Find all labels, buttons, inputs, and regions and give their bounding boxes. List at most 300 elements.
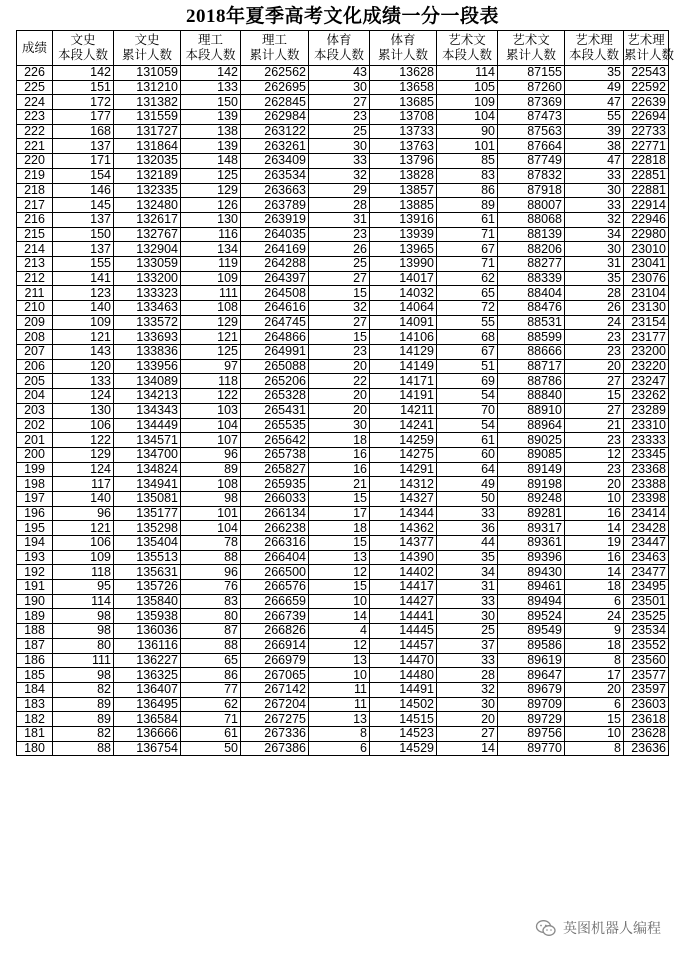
count-cell: 12 [309, 638, 370, 653]
table-row [17, 301, 669, 316]
count-cell: 13885 [370, 198, 437, 213]
count-cell: 120 [53, 359, 114, 374]
score-cell: 224 [17, 95, 53, 110]
count-cell: 132035 [114, 154, 181, 169]
count-cell: 14362 [370, 521, 437, 536]
count-cell: 32 [565, 212, 624, 227]
count-cell: 23 [565, 433, 624, 448]
table-row [17, 95, 669, 110]
count-cell: 130 [53, 403, 114, 418]
count-cell: 137 [53, 212, 114, 227]
count-cell: 61 [437, 433, 498, 448]
count-cell: 266404 [241, 550, 309, 565]
count-cell: 88786 [498, 374, 565, 389]
count-cell: 136754 [114, 741, 181, 756]
count-cell: 148 [181, 154, 241, 169]
count-cell: 267336 [241, 726, 309, 741]
count-cell: 122 [53, 433, 114, 448]
count-cell: 43 [309, 66, 370, 81]
count-cell: 108 [181, 477, 241, 492]
score-cell: 201 [17, 433, 53, 448]
count-cell: 129 [181, 315, 241, 330]
column-header-4 [241, 31, 309, 66]
count-cell: 88277 [498, 256, 565, 271]
count-cell: 80 [53, 638, 114, 653]
count-cell: 28 [565, 286, 624, 301]
count-cell: 135513 [114, 550, 181, 565]
count-cell: 104 [437, 110, 498, 125]
count-cell: 11 [309, 697, 370, 712]
count-cell: 131059 [114, 66, 181, 81]
score-cell: 217 [17, 198, 53, 213]
count-cell: 23414 [624, 506, 669, 521]
count-cell: 14 [565, 565, 624, 580]
count-cell: 264508 [241, 286, 309, 301]
count-cell: 135177 [114, 506, 181, 521]
count-cell: 65 [181, 653, 241, 668]
count-cell: 23289 [624, 403, 669, 418]
count-cell: 132189 [114, 168, 181, 183]
score-cell: 216 [17, 212, 53, 227]
count-cell: 177 [53, 110, 114, 125]
count-cell: 88139 [498, 227, 565, 242]
count-cell: 23076 [624, 271, 669, 286]
count-cell: 151 [53, 80, 114, 95]
count-cell: 168 [53, 124, 114, 139]
count-cell: 11 [309, 682, 370, 697]
count-cell: 89586 [498, 638, 565, 653]
count-cell: 30 [437, 609, 498, 624]
count-cell: 142 [53, 66, 114, 81]
score-cell: 182 [17, 712, 53, 727]
count-cell: 131864 [114, 139, 181, 154]
count-cell: 77 [181, 682, 241, 697]
count-cell: 109 [181, 271, 241, 286]
table-row [17, 271, 669, 286]
count-cell: 106 [53, 418, 114, 433]
count-cell: 20 [309, 403, 370, 418]
count-cell: 62 [181, 697, 241, 712]
column-header-5 [309, 31, 370, 66]
score-cell: 188 [17, 624, 53, 639]
count-cell: 15 [309, 286, 370, 301]
count-cell: 23 [309, 110, 370, 125]
count-cell: 68 [437, 330, 498, 345]
count-cell: 19 [565, 536, 624, 551]
column-header-0 [17, 31, 53, 66]
count-cell: 133956 [114, 359, 181, 374]
count-cell: 132904 [114, 242, 181, 257]
count-cell: 105 [437, 80, 498, 95]
count-cell: 23200 [624, 345, 669, 360]
score-cell: 191 [17, 580, 53, 595]
count-cell: 23628 [624, 726, 669, 741]
count-cell: 32 [437, 682, 498, 697]
count-cell: 44 [437, 536, 498, 551]
count-cell: 14312 [370, 477, 437, 492]
count-cell: 31 [437, 580, 498, 595]
count-cell: 23 [565, 330, 624, 345]
count-cell: 62 [437, 271, 498, 286]
count-cell: 10 [565, 726, 624, 741]
count-cell: 15 [565, 712, 624, 727]
count-cell: 14515 [370, 712, 437, 727]
count-cell: 16 [565, 550, 624, 565]
count-cell: 106 [53, 536, 114, 551]
count-cell: 262845 [241, 95, 309, 110]
count-cell: 10 [309, 594, 370, 609]
table-row [17, 330, 669, 345]
count-cell: 88 [181, 638, 241, 653]
count-cell: 67 [437, 345, 498, 360]
count-cell: 72 [437, 301, 498, 316]
score-cell: 181 [17, 726, 53, 741]
score-cell: 226 [17, 66, 53, 81]
table-row [17, 609, 669, 624]
count-cell: 20 [309, 359, 370, 374]
count-cell: 35 [437, 550, 498, 565]
table-row [17, 653, 669, 668]
table-row [17, 447, 669, 462]
count-cell: 15 [309, 580, 370, 595]
score-cell: 221 [17, 139, 53, 154]
count-cell: 266739 [241, 609, 309, 624]
count-cell: 88531 [498, 315, 565, 330]
count-cell: 263789 [241, 198, 309, 213]
count-cell: 14417 [370, 580, 437, 595]
score-cell: 202 [17, 418, 53, 433]
count-cell: 83 [437, 168, 498, 183]
count-cell: 34 [437, 565, 498, 580]
column-header-line: 文史 [70, 33, 96, 47]
count-cell: 87155 [498, 66, 565, 81]
table-row [17, 521, 669, 536]
count-cell: 97 [181, 359, 241, 374]
count-cell: 101 [437, 139, 498, 154]
count-cell: 14064 [370, 301, 437, 316]
count-cell: 14502 [370, 697, 437, 712]
count-cell: 96 [181, 565, 241, 580]
column-header-7 [437, 31, 498, 66]
count-cell: 266914 [241, 638, 309, 653]
count-cell: 20 [309, 389, 370, 404]
count-cell: 14032 [370, 286, 437, 301]
table-row [17, 168, 669, 183]
count-cell: 133693 [114, 330, 181, 345]
count-cell: 89281 [498, 506, 565, 521]
column-header-line: 体育 [326, 33, 352, 47]
count-cell: 111 [181, 286, 241, 301]
count-cell: 4 [309, 624, 370, 639]
table-row [17, 183, 669, 198]
count-cell: 133200 [114, 271, 181, 286]
count-cell: 14 [565, 521, 624, 536]
count-cell: 87664 [498, 139, 565, 154]
count-cell: 13628 [370, 66, 437, 81]
table-row [17, 212, 669, 227]
count-cell: 27 [437, 726, 498, 741]
count-cell: 14445 [370, 624, 437, 639]
table-row [17, 491, 669, 506]
count-cell: 89709 [498, 697, 565, 712]
count-cell: 6 [565, 594, 624, 609]
column-header-line: 累计人数 [377, 48, 428, 62]
count-cell: 18 [309, 521, 370, 536]
count-cell: 22543 [624, 66, 669, 81]
column-header-line: 本段人数 [568, 48, 619, 62]
column-header-8 [498, 31, 565, 66]
count-cell: 89 [181, 462, 241, 477]
table-row [17, 124, 669, 139]
count-cell: 267204 [241, 697, 309, 712]
count-cell: 134824 [114, 462, 181, 477]
count-cell: 47 [565, 154, 624, 169]
count-cell: 265827 [241, 462, 309, 477]
count-cell: 23388 [624, 477, 669, 492]
count-cell: 14191 [370, 389, 437, 404]
count-cell: 139 [181, 110, 241, 125]
column-header-line: 理工 [197, 33, 223, 47]
count-cell: 55 [565, 110, 624, 125]
count-cell: 96 [181, 447, 241, 462]
count-cell: 88339 [498, 271, 565, 286]
count-cell: 25 [309, 124, 370, 139]
count-cell: 13 [309, 550, 370, 565]
count-cell: 87369 [498, 95, 565, 110]
count-cell: 23310 [624, 418, 669, 433]
table-row [17, 594, 669, 609]
table-row [17, 565, 669, 580]
count-cell: 14171 [370, 374, 437, 389]
count-cell: 266134 [241, 506, 309, 521]
count-cell: 23603 [624, 697, 669, 712]
score-cell: 219 [17, 168, 53, 183]
count-cell: 263663 [241, 183, 309, 198]
count-cell: 265088 [241, 359, 309, 374]
column-header-line: 体育 [390, 33, 416, 47]
table-row [17, 668, 669, 683]
count-cell: 33 [565, 198, 624, 213]
count-cell: 136407 [114, 682, 181, 697]
count-cell: 18 [565, 638, 624, 653]
score-cell: 190 [17, 594, 53, 609]
count-cell: 135081 [114, 491, 181, 506]
count-cell: 116 [181, 227, 241, 242]
count-cell: 12 [309, 565, 370, 580]
count-cell: 13939 [370, 227, 437, 242]
score-cell: 194 [17, 536, 53, 551]
count-cell: 136116 [114, 638, 181, 653]
count-cell: 263122 [241, 124, 309, 139]
column-header-line: 成绩 [21, 40, 47, 55]
count-cell: 264397 [241, 271, 309, 286]
count-cell: 262984 [241, 110, 309, 125]
count-cell: 55 [437, 315, 498, 330]
count-cell: 22639 [624, 95, 669, 110]
count-cell: 142 [181, 66, 241, 81]
count-cell: 145 [53, 198, 114, 213]
count-cell: 123 [53, 286, 114, 301]
score-cell: 180 [17, 741, 53, 756]
count-cell: 16 [565, 506, 624, 521]
count-cell: 30 [309, 139, 370, 154]
count-cell: 76 [181, 580, 241, 595]
score-cell: 214 [17, 242, 53, 257]
watermark-text: 英图机器人编程 [563, 920, 661, 936]
count-cell: 30 [437, 697, 498, 712]
count-cell: 136325 [114, 668, 181, 683]
count-cell: 89729 [498, 712, 565, 727]
wechat-icon [535, 919, 557, 937]
count-cell: 265642 [241, 433, 309, 448]
page-title: 2018年夏季高考文化成绩一分一段表 [185, 6, 499, 27]
count-cell: 30 [565, 242, 624, 257]
count-cell: 39 [565, 124, 624, 139]
count-cell: 15 [565, 389, 624, 404]
count-cell: 264288 [241, 256, 309, 271]
count-cell: 10 [565, 491, 624, 506]
count-cell: 88068 [498, 212, 565, 227]
count-cell: 87 [181, 624, 241, 639]
count-cell: 264035 [241, 227, 309, 242]
count-cell: 78 [181, 536, 241, 551]
score-cell: 207 [17, 345, 53, 360]
count-cell: 14211 [370, 403, 437, 418]
count-cell: 23398 [624, 491, 669, 506]
count-cell: 13 [309, 653, 370, 668]
count-cell: 33 [437, 653, 498, 668]
count-cell: 23154 [624, 315, 669, 330]
count-cell: 95 [53, 580, 114, 595]
count-cell: 23477 [624, 565, 669, 580]
count-cell: 21 [309, 477, 370, 492]
count-cell: 136495 [114, 697, 181, 712]
count-cell: 22946 [624, 212, 669, 227]
count-cell: 98 [53, 624, 114, 639]
count-cell: 6 [565, 697, 624, 712]
count-cell: 23495 [624, 580, 669, 595]
count-cell: 23177 [624, 330, 669, 345]
count-cell: 15 [309, 491, 370, 506]
count-cell: 88840 [498, 389, 565, 404]
table-row [17, 462, 669, 477]
count-cell: 89756 [498, 726, 565, 741]
count-cell: 143 [53, 345, 114, 360]
count-cell: 29 [309, 183, 370, 198]
count-cell: 14427 [370, 594, 437, 609]
count-cell: 14017 [370, 271, 437, 286]
count-cell: 36 [437, 521, 498, 536]
count-cell: 155 [53, 256, 114, 271]
score-cell: 208 [17, 330, 53, 345]
column-header-line: 本段人数 [57, 48, 108, 62]
count-cell: 14441 [370, 609, 437, 624]
score-cell: 198 [17, 477, 53, 492]
score-cell: 203 [17, 403, 53, 418]
count-cell: 14377 [370, 536, 437, 551]
count-cell: 89149 [498, 462, 565, 477]
count-cell: 33 [309, 154, 370, 169]
count-cell: 33 [565, 168, 624, 183]
count-cell: 13658 [370, 80, 437, 95]
column-header-line: 艺术文 [512, 33, 550, 47]
table-row [17, 110, 669, 125]
count-cell: 14390 [370, 550, 437, 565]
count-cell: 150 [181, 95, 241, 110]
count-cell: 267065 [241, 668, 309, 683]
count-cell: 23 [309, 345, 370, 360]
table-row [17, 198, 669, 213]
count-cell: 89198 [498, 477, 565, 492]
count-cell: 98 [53, 609, 114, 624]
count-cell: 30 [309, 80, 370, 95]
score-cell: 189 [17, 609, 53, 624]
count-cell: 89 [53, 712, 114, 727]
count-cell: 14129 [370, 345, 437, 360]
count-cell: 20 [437, 712, 498, 727]
score-cell: 197 [17, 491, 53, 506]
count-cell: 15 [309, 536, 370, 551]
count-cell: 22980 [624, 227, 669, 242]
column-header-line: 本段人数 [441, 48, 492, 62]
column-header-2 [114, 31, 181, 66]
table-row [17, 403, 669, 418]
score-cell: 215 [17, 227, 53, 242]
count-cell: 86 [437, 183, 498, 198]
count-cell: 23577 [624, 668, 669, 683]
count-cell: 139 [181, 139, 241, 154]
count-cell: 87563 [498, 124, 565, 139]
score-table [16, 30, 675, 756]
count-cell: 60 [437, 447, 498, 462]
column-header-line: 累计人数 [624, 48, 675, 62]
count-cell: 35 [565, 66, 624, 81]
count-cell: 23247 [624, 374, 669, 389]
count-cell: 150 [53, 227, 114, 242]
watermark [535, 918, 661, 938]
table-row [17, 477, 669, 492]
column-header-line: 艺术理 [627, 33, 665, 47]
count-cell: 111 [53, 653, 114, 668]
table-header [17, 31, 675, 66]
count-cell: 23345 [624, 447, 669, 462]
count-cell: 263534 [241, 168, 309, 183]
count-cell: 22881 [624, 183, 669, 198]
count-cell: 14259 [370, 433, 437, 448]
count-cell: 23525 [624, 609, 669, 624]
count-cell: 22733 [624, 124, 669, 139]
count-cell: 133463 [114, 301, 181, 316]
score-cell: 200 [17, 447, 53, 462]
count-cell: 146 [53, 183, 114, 198]
count-cell: 121 [181, 330, 241, 345]
score-cell: 218 [17, 183, 53, 198]
count-cell: 134 [181, 242, 241, 257]
count-cell: 23463 [624, 550, 669, 565]
score-cell: 222 [17, 124, 53, 139]
count-cell: 23597 [624, 682, 669, 697]
column-header-line: 累计人数 [249, 48, 300, 62]
table-row [17, 315, 669, 330]
count-cell: 131727 [114, 124, 181, 139]
count-cell: 264866 [241, 330, 309, 345]
count-cell: 137 [53, 242, 114, 257]
count-cell: 87260 [498, 80, 565, 95]
count-cell: 30 [309, 418, 370, 433]
count-cell: 140 [53, 491, 114, 506]
column-header-line: 本段人数 [313, 48, 364, 62]
count-cell: 14457 [370, 638, 437, 653]
